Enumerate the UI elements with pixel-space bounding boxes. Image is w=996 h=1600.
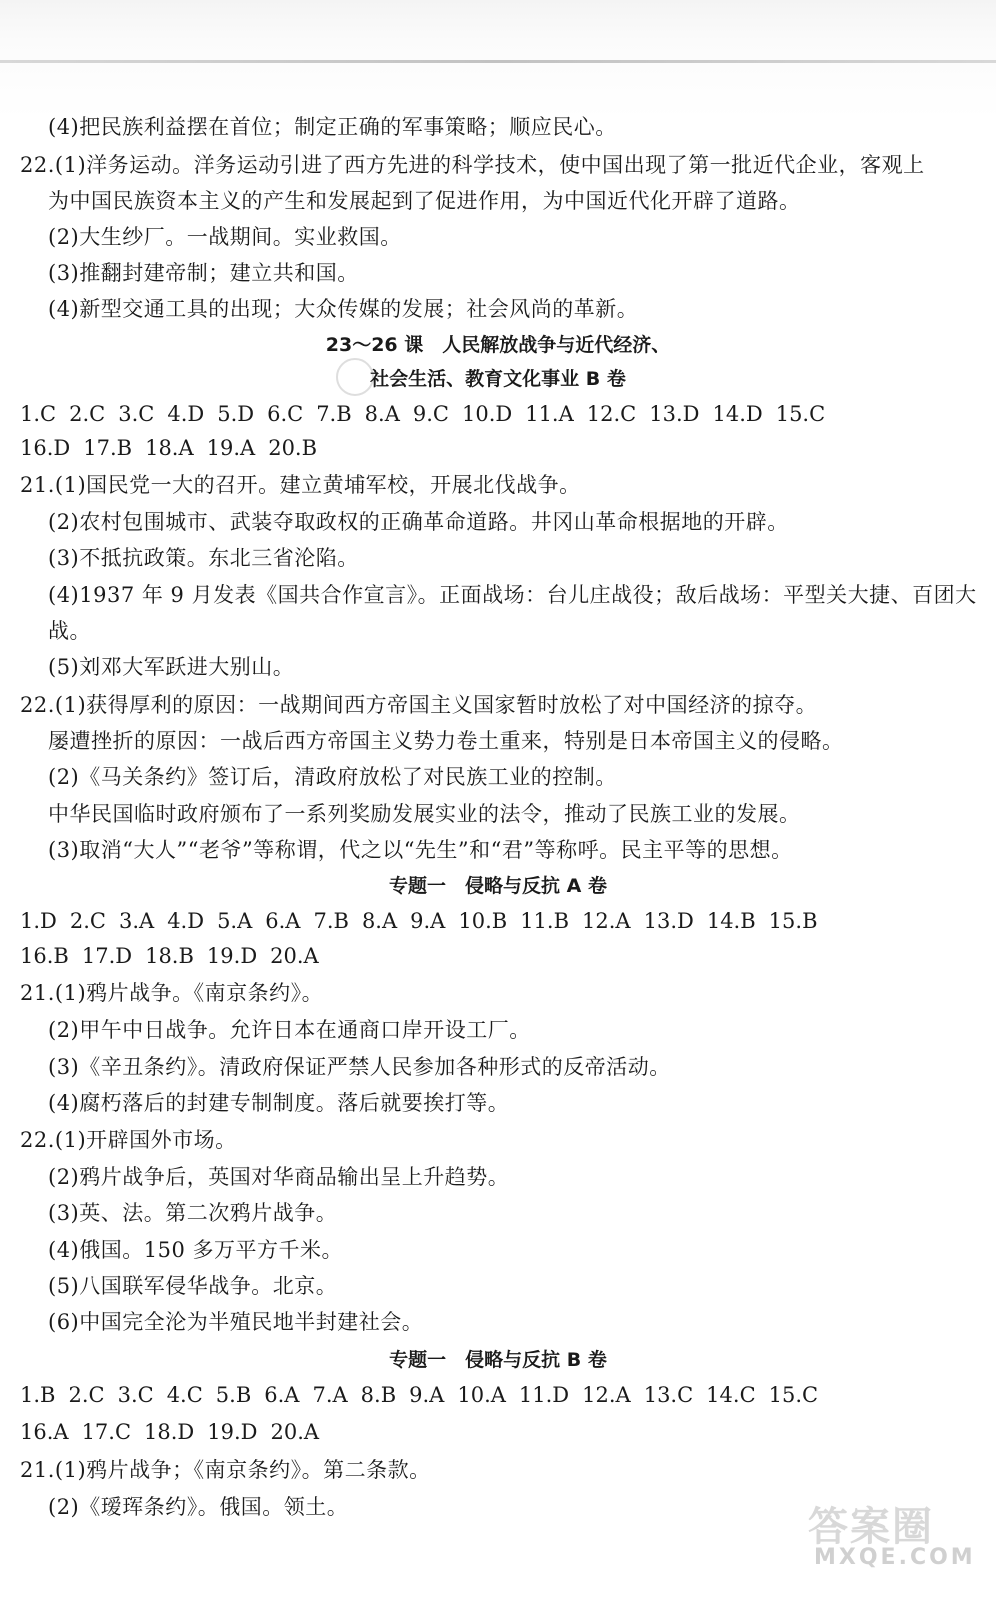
answer-line: 22.(1)洋务运动。洋务运动引进了西方先进的科学技术，使中国出现了第一批近代企业，客观上 <box>20 153 925 177</box>
choice-answer: 8.A <box>361 909 398 933</box>
choice-answer: 15.B <box>768 909 818 933</box>
choice-answer: 2.C <box>68 1383 105 1407</box>
answer-line: 22.(1)开辟国外市场。 <box>20 1128 237 1152</box>
answer-line: (3)《辛丑条约》。清政府保证严禁人民参加各种形式的反帝活动。 <box>48 1055 671 1079</box>
answer-line: (2)甲午中日战争。允许日本在通商口岸开设工厂。 <box>48 1018 531 1042</box>
choice-answer: 8.B <box>360 1383 397 1407</box>
choice-answer: 10.D <box>461 402 513 426</box>
choice-answer: 7.B <box>313 909 349 933</box>
choice-answer: 20.A <box>270 944 319 968</box>
choice-answer: 1.B <box>20 1383 56 1407</box>
answer-line: (5)刘邓大军跃进大别山。 <box>48 655 295 679</box>
choice-answer: 3.C <box>117 1383 154 1407</box>
watermark-logo <box>800 1495 980 1585</box>
choice-answer: 7.B <box>316 402 352 426</box>
choice-answer: 9.A <box>409 1383 445 1407</box>
answer-line: 21.(1)国民党一大的召开。建立黄埔军校，开展北伐战争。 <box>20 473 581 497</box>
answer-line: (5)八国联军侵华战争。北京。 <box>48 1274 338 1298</box>
choice-answer: 2.C <box>69 402 106 426</box>
choice-answers-row-2 <box>20 433 330 463</box>
choice-answer: 13.D <box>643 909 694 933</box>
choice-answer: 19.D <box>207 1420 258 1444</box>
choice-answer: 5.A <box>217 909 253 933</box>
choice-answer: 20.B <box>268 436 318 460</box>
answer-line: (2)农村包围城市、武装夺取政权的正确革命道路。井冈山革命根据地的开辟。 <box>48 510 789 534</box>
answer-line: (2)《瑷珲条约》。俄国。领土。 <box>48 1495 349 1519</box>
choice-answer: 15.C <box>768 1383 819 1407</box>
choice-answer: 10.A <box>457 1383 506 1407</box>
choice-answer: 9.C <box>412 402 449 426</box>
choice-answer: 6.A <box>264 1383 300 1407</box>
answer-line: 21.(1)鸦片战争。《南京条约》。 <box>20 981 324 1005</box>
choice-answer: 12.A <box>582 1383 631 1407</box>
answer-line: 为中国民族资本主义的产生和发展起到了促进作用，为中国近代化开辟了道路。 <box>48 189 801 213</box>
choice-answer: 11.B <box>520 909 570 933</box>
choice-answer: 14.D <box>712 402 763 426</box>
answer-line: 22.(1)获得厚利的原因：一战期间西方帝国主义国家暂时放松了对中国经济的掠夺。 <box>20 693 818 717</box>
choice-answer: 17.D <box>81 944 133 968</box>
choice-answer: 1.D <box>20 909 57 933</box>
choice-answer: 18.B <box>145 944 194 968</box>
choice-answer: 12.A <box>582 909 631 933</box>
choice-answer: 3.A <box>118 909 155 933</box>
answer-line: (4)新型交通工具的出现；大众传媒的发展；社会风尚的革新。 <box>48 297 639 321</box>
choice-answer: 13.C <box>643 1383 694 1407</box>
answer-line: 战。 <box>48 619 91 643</box>
choice-answer: 5.B <box>215 1383 252 1407</box>
watermark-logo-en: MXQE.COM <box>814 1545 976 1570</box>
answer-line: (4)腐朽落后的封建专制制度。落后就要挨打等。 <box>48 1091 510 1115</box>
answer-line: (3)英、法。第二次鸦片战争。 <box>48 1201 338 1225</box>
choice-answer: 4.D <box>167 909 205 933</box>
answer-line: (2)大生纱厂。一战期间。实业救国。 <box>48 225 402 249</box>
choice-answer: 20.A <box>270 1420 320 1444</box>
choice-answer: 16.D <box>20 436 71 460</box>
answer-line: (4)俄国。150 多万平方千米。 <box>48 1238 344 1262</box>
choice-answer: 6.C <box>267 402 304 426</box>
answer-line: 屡遭挫折的原因：一战后西方帝国主义势力卷土重来，特别是日本帝国主义的侵略。 <box>48 729 844 753</box>
choice-answer: 16.A <box>20 1420 69 1444</box>
choice-answer: 6.A <box>265 909 301 933</box>
choice-answer: 19.D <box>206 944 258 968</box>
choice-answer: 16.B <box>20 944 69 968</box>
answer-line: (3)推翻封建帝制；建立共和国。 <box>48 261 359 285</box>
watermark-logo-cn: 答案圈 <box>808 1504 934 1550</box>
choice-answer: 9.A <box>410 909 446 933</box>
choice-answer: 18.A <box>145 436 194 460</box>
choice-answer: 17.C <box>81 1420 132 1444</box>
choice-answer: 5.D <box>217 402 255 426</box>
choice-answer: 8.A <box>364 402 400 426</box>
choice-answers-row-2 <box>20 1417 332 1447</box>
choice-answer: 17.B <box>83 436 133 460</box>
choice-answers-row-2 <box>20 941 332 971</box>
choice-answers-row-1 <box>20 906 831 936</box>
answer-line: (4)1937 年 9 月发表《国共合作宣言》。正面战场：台儿庄战役；敌后战场：平型关大捷、百团大 <box>48 583 977 607</box>
choice-answer: 11.D <box>518 1383 570 1407</box>
section-title: 专题一 侵略与反抗 B 卷 <box>389 1349 607 1371</box>
answer-line: (2)鸦片战争后，英国对华商品输出呈上升趋势。 <box>48 1165 510 1189</box>
choice-answers-row-1 <box>20 399 838 429</box>
section-subtitle: 社会生活、教育文化事业 B 卷 <box>370 368 626 390</box>
section-title: 23～26 课 人民解放战争与近代经济、 <box>325 334 671 356</box>
top-rule <box>0 60 996 63</box>
choice-answers-row-1 <box>20 1380 831 1410</box>
choice-answer: 14.C <box>706 1383 756 1407</box>
answer-line: (4)把民族利益摆在首位；制定正确的军事策略；顺应民心。 <box>48 115 617 139</box>
choice-answer: 10.B <box>458 909 508 933</box>
answer-line: (3)不抵抗政策。东北三省沦陷。 <box>48 546 359 570</box>
choice-answer: 13.D <box>649 402 700 426</box>
answer-line: (6)中国完全沦为半殖民地半封建社会。 <box>48 1310 424 1334</box>
answer-line: (3)取消“大人”“老爷”等称谓，代之以“先生”和“君”等称呼。民主平等的思想。 <box>48 838 793 862</box>
choice-answer: 12.C <box>586 402 637 426</box>
choice-answer: 7.A <box>312 1383 348 1407</box>
choice-answer: 11.A <box>525 402 574 426</box>
choice-answer: 3.C <box>118 402 155 426</box>
answer-line: (2)《马关条约》签订后，清政府放松了对民族工业的控制。 <box>48 765 617 789</box>
section-title: 专题一 侵略与反抗 A 卷 <box>389 875 607 897</box>
choice-answer: 19.A <box>206 436 256 460</box>
answer-line: 中华民国临时政府颁布了一系列奖励发展实业的法令，推动了民族工业的发展。 <box>48 802 801 826</box>
choice-answer: 1.C <box>20 402 57 426</box>
choice-answer: 4.D <box>167 402 205 426</box>
answer-line: 21.(1)鸦片战争；《南京条约》。第二条款。 <box>20 1458 431 1482</box>
choice-answer: 4.C <box>166 1383 203 1407</box>
choice-answer: 18.D <box>144 1420 195 1444</box>
choice-answer: 2.C <box>69 909 106 933</box>
choice-answer: 15.C <box>775 402 826 426</box>
choice-answer: 14.B <box>706 909 756 933</box>
